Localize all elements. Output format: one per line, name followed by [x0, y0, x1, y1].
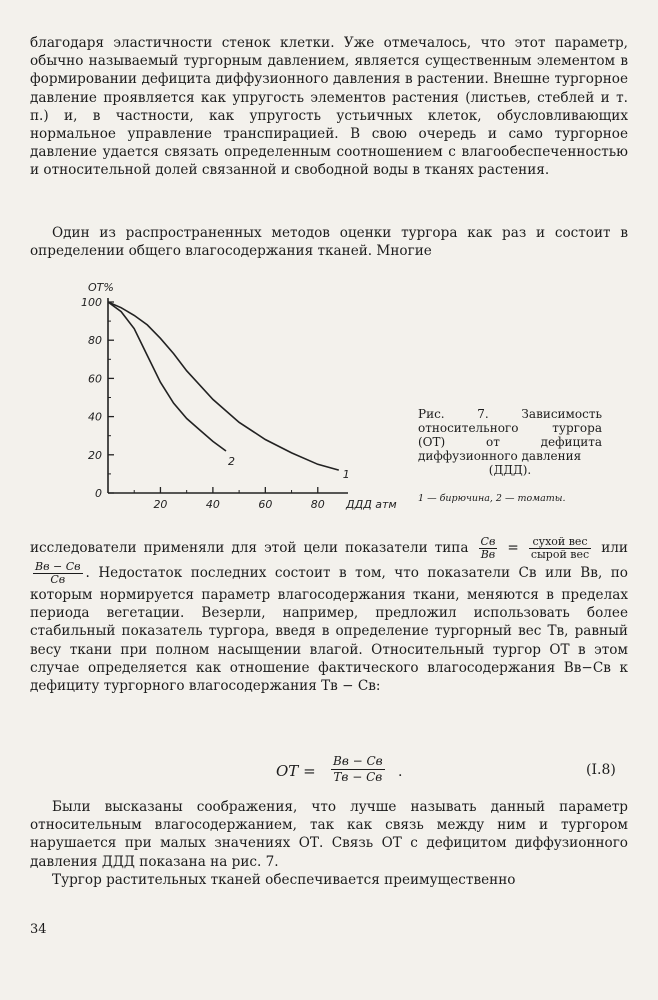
y-tick-label: 100	[81, 296, 102, 309]
paragraph-3: исследователи применяли для этой цели показатели типа $\frac{Cв}{Bв}$ = $\frac{\text{сухой вес}}{\text{сырой вес}}$ или $\frac{Bв - Cв}{Cв}$ . Недостаток последних состоит в том, что показатели Cв или Bв, по которым нормируется параметр влагосодержания ткани, меняются в пределах периода вегетации. Везерли, например, предложил использовать более стабильный показатель тургора, введя в определение тургорный вес Tв, равный весу ткани при полном насыщении влагой. Относительный тургор ОТ в этом случае определяется как отношение фактического влагосодержания Bв−Cв к дефициту тургорного влагосодержания Tв − Cв:	[30, 535, 628, 695]
y-tick-label: 80	[88, 334, 102, 348]
frac3-num: Bв − Cв	[35, 560, 81, 573]
figure-caption	[418, 407, 602, 477]
x-tick-label: 60	[258, 498, 273, 511]
frac3-den: Cв	[50, 573, 66, 586]
y-tick-label: 20	[88, 448, 102, 462]
formula-fraction	[331, 754, 385, 785]
formula-i8	[0, 752, 658, 792]
paragraph-4: Были высказаны соображения, что лучше называть данный параметр относительным влагосодержанием, так как связь между ним и тургором нарушается при малых значениях ОТ. Связь ОТ с дефицитом диффузионного давления ДДД показана на рис. 7. Тургор растительных тканей обеспечивается преимущественно	[30, 799, 628, 888]
frac2-den: сырой вес	[530, 548, 590, 561]
frac1-den: Bв	[480, 548, 496, 561]
series-label-1: 1	[342, 468, 350, 482]
page-number: 34	[30, 922, 47, 937]
y-tick-label: 60	[88, 372, 102, 386]
fraction-bv-cv	[33, 561, 83, 586]
x-tick-label: 40	[205, 498, 220, 511]
paragraph-1: благодаря эластичности стенок клетки. Уже отмечалось, что этот параметр, обычно называемый тургорным давлением, является существенным элементом в формировании дефицита диффузионного давления в растении. Внешне тургорное давление проявляется как упругость элементов растения (листьев, стеблей и т. п.) и, в частности, как упругость устьичных клеток, обусловливающих нормальное управление транспирацией. В свою очередь и само тургорное давление удается связать определенным соотношением с влагообеспеченностью и относительной долей связанной и свободной воды в тканях растения.	[30, 35, 628, 179]
caption-end: (ДДД).	[488, 463, 532, 477]
fraction-dry-wet	[529, 536, 591, 561]
fraction-cv-bv	[479, 536, 498, 561]
p3-rest: . Недостаток последних состоит в том, что показатели Cв или Bв, по которым нормируется параметр влагосодержания ткани, меняются в пределах периода вегетации. Везерли, например, предложил использовать более стабильный показатель тургора, введя в определение тургорный вес Tв, равный весу ткани при полном насыщении влагой. Относительный тургор ОТ в этом случае определяется как отношение фактического влагосодержания Bв−Cв к дефициту тургорного влагосодержания Tв − Cв:	[30, 565, 628, 695]
or-word: или	[601, 540, 628, 556]
formula-num: Bв − Cв	[333, 754, 383, 768]
frac2-num: сухой вес	[529, 536, 591, 549]
figure-legend: 1 — бирючина, 2 — томаты.	[418, 493, 566, 504]
chart	[0, 270, 658, 530]
formula-number: (I.8)	[586, 762, 616, 778]
paragraph-2: Один из распространенных методов оценки тургора как раз и состоит в определении общего влагосодержания тканей. Многие	[30, 225, 628, 260]
y-tick-label: 40	[88, 410, 102, 424]
x-tick-label: 80	[310, 498, 325, 511]
frac1-num: Cв	[480, 535, 496, 548]
series-line-1	[108, 302, 339, 470]
p3-start: исследователи применяли для этой цели показатели типа	[30, 540, 469, 556]
series-label-2: 2	[228, 454, 235, 468]
x-tick-label: 20	[153, 498, 168, 511]
figure-7	[0, 270, 658, 530]
formula-lhs: ОТ =	[276, 762, 316, 780]
paragraph-5: Тургор растительных тканей обеспечивается преимущественно	[52, 871, 516, 888]
formula-den: Tв − Cв	[333, 770, 383, 784]
x-axis-label: ДДД атм	[346, 498, 397, 511]
y-tick-label: 0	[95, 487, 102, 500]
formula-dot: .	[398, 764, 403, 780]
caption-text: Рис. 7. Зависимость относительного тургора (ОТ) от дефицита диффузионного давления	[418, 407, 602, 463]
series-line-2	[108, 302, 226, 451]
y-axis-label: ОТ%	[88, 281, 114, 294]
